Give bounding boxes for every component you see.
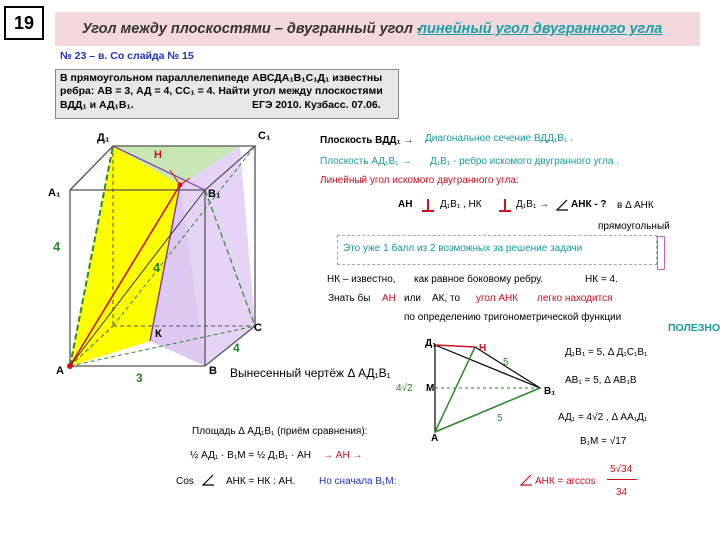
nk-known: НК – известно, bbox=[327, 274, 396, 285]
answer-fraction-bar bbox=[607, 479, 637, 480]
cos-text: АНК = НК : АН. bbox=[226, 476, 296, 487]
cos-prefix: Cos bbox=[176, 476, 194, 487]
angle-icon bbox=[519, 474, 533, 486]
title-highlight: линейный угол двугранного угла bbox=[418, 21, 663, 37]
know-ak: АК, то bbox=[432, 293, 461, 304]
label-b: В bbox=[209, 365, 217, 377]
answer-numerator: 5√34 bbox=[610, 464, 633, 475]
area-label: Площадь Δ АД₁В₁ (приём сравнения): bbox=[192, 426, 368, 437]
answer-denominator: 34 bbox=[616, 487, 628, 498]
label-d1: Д₁ bbox=[97, 132, 110, 144]
tri-side-root2: 4√2 bbox=[396, 383, 413, 394]
area-formula: ½ АД₁ · В₁М = ½ Д₁В₁ · АН bbox=[190, 450, 312, 461]
edge-length-left: 4 bbox=[53, 239, 61, 254]
angle-question: АНК - ? bbox=[571, 199, 607, 210]
reference-text: № 23 – в. Со слайда № 15 bbox=[60, 50, 194, 62]
know-prefix: Знать бы bbox=[328, 293, 371, 304]
label-a: А bbox=[56, 365, 64, 377]
edge-length-mid: 4 bbox=[153, 260, 161, 275]
label-h: Н bbox=[154, 149, 162, 161]
plane1-label: Плоскость ВДД₁ → bbox=[320, 135, 414, 146]
task-source: ЕГЭ 2010. Кузбасс. 07.06. bbox=[252, 99, 381, 111]
plane2-value: Д₁В₁ - ребро искомого двугранного угла . bbox=[430, 156, 620, 167]
tri-m: М bbox=[426, 383, 435, 394]
nk-value: НК = 4. bbox=[585, 274, 618, 285]
rect-label: прямоугольный bbox=[598, 221, 670, 232]
nk-reason: как равное боковому ребру. bbox=[414, 274, 543, 285]
title-main: Угол между плоскостями – двугранный угол - bbox=[82, 21, 422, 37]
know-ah: АН bbox=[382, 293, 396, 304]
d1b1-info: Д₁В₁ = 5, Δ Д₁С₁В₁ bbox=[565, 347, 648, 358]
task-line-2: ребра: АВ = 3, АД = 4, СС₁ = 4. Найти угол между плоскостями bbox=[60, 85, 383, 97]
plane1-value: Диагональное сечение ВДД₁В₁ . bbox=[425, 133, 573, 144]
by-definition: по определению тригонометрической функции bbox=[404, 312, 622, 323]
know-easy: легко находится bbox=[537, 293, 613, 304]
task-line-3: ВДД₁ и АД₁В₁. bbox=[60, 99, 134, 111]
edge-length-ab: 3 bbox=[136, 371, 143, 385]
ab1-info: АВ₁ = 5, Δ АВ₁В bbox=[565, 375, 637, 386]
ah-label: АН bbox=[398, 199, 413, 210]
in-triangle: в Δ АНК bbox=[617, 200, 654, 211]
tri-side-5a: 5 bbox=[503, 357, 509, 368]
tri-d1: Д₁ bbox=[425, 338, 437, 349]
tri-h: Н bbox=[479, 343, 487, 354]
label-a1: А₁ bbox=[48, 187, 61, 199]
ad1-info: АД₁ = 4√2 , Δ АА₁Д₁ bbox=[558, 412, 648, 423]
useful-vertical: ПОЛЕЗНО bbox=[668, 322, 720, 334]
slide-number: 19 bbox=[4, 6, 44, 40]
area-arrow: → АН → bbox=[323, 450, 363, 461]
tri-a: А bbox=[431, 433, 439, 444]
perp2-tail: Д₁В₁ → bbox=[516, 199, 549, 210]
label-k: К bbox=[155, 328, 162, 340]
perp1-tail: Д₁В₁ , НК bbox=[440, 199, 482, 210]
label-b1: В₁ bbox=[208, 188, 221, 200]
first-bm: Но сначала В₁М: bbox=[319, 476, 397, 487]
task-line-1: В прямоугольном параллелепипеде АВСДА₁В₁С₁Д₁ известны bbox=[60, 72, 383, 84]
edge-length-bottom: 4 bbox=[233, 341, 240, 355]
label-c1: С₁ bbox=[258, 130, 271, 142]
label-c: С bbox=[254, 322, 262, 334]
tri-side-5b: 5 bbox=[497, 413, 503, 424]
tri-b1: В₁ bbox=[544, 386, 556, 397]
plane2-label: Плоскость АД₁В₁ → bbox=[320, 156, 412, 167]
b1m-info: В₁М = √17 bbox=[580, 436, 627, 447]
removed-drawing-label: Вынесенный чертёж Δ АД₁В₁ bbox=[230, 366, 391, 380]
answer-prefix: АНК = arccos bbox=[535, 476, 596, 487]
know-or: или bbox=[404, 293, 422, 304]
linear-angle-text: Линейный угол искомого двугранного угла: bbox=[320, 175, 519, 186]
angle-icon bbox=[201, 474, 215, 486]
know-angle: угол АНК bbox=[476, 293, 519, 304]
hint-text: Это уже 1 балл из 2 возможных за решение задачи bbox=[343, 243, 583, 254]
